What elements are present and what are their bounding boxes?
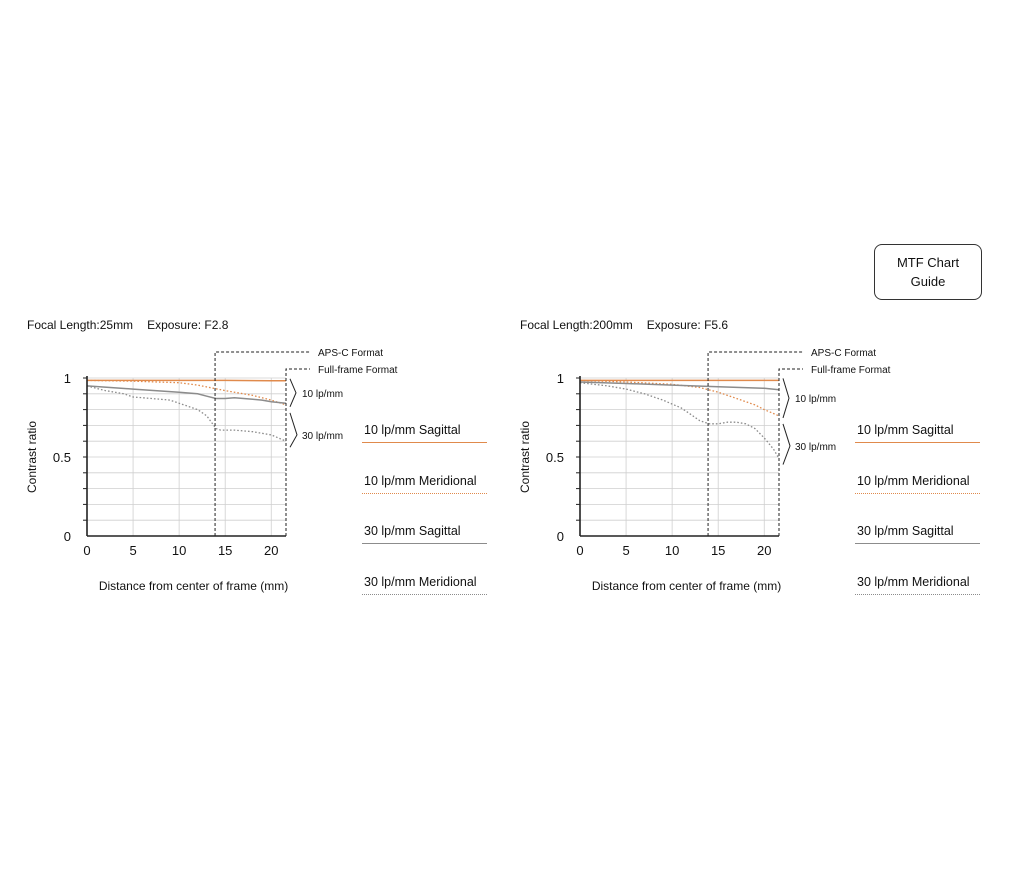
bracket-10-lpmm — [290, 379, 296, 407]
legend-swatch-dotted — [362, 493, 487, 494]
guide-button-line2: Guide — [910, 274, 946, 289]
legend-label: 10 lp/mm Sagittal — [857, 423, 954, 437]
x-tick-label: 5 — [129, 543, 137, 558]
legend-item — [855, 524, 980, 548]
x-tick-label: 10 — [171, 543, 187, 558]
panel-header — [520, 318, 728, 336]
y-tick-label: 1 — [63, 371, 71, 386]
legend-swatch-solid — [855, 442, 980, 443]
legend-item — [855, 474, 980, 498]
x-tick-label: 20 — [264, 543, 279, 558]
legend-item — [855, 423, 980, 447]
x-tick-label: 10 — [664, 543, 680, 558]
exposure-label: Exposure: F2.8 — [147, 318, 229, 332]
y-tick-label: 0 — [556, 529, 564, 544]
legend-swatch-dotted — [855, 594, 980, 595]
legend-swatch-dotted — [855, 493, 980, 494]
mtf-chart-guide-button[interactable] — [874, 244, 982, 300]
legend-item — [362, 575, 487, 599]
y-axis-label: Contrast ratio — [25, 420, 39, 494]
exposure-label: Exposure: F5.6 — [646, 318, 729, 332]
focal-length-label: Focal Length:25mm — [27, 318, 134, 332]
legend-item — [362, 524, 487, 548]
full-frame-format-label: Full-frame Format — [318, 365, 398, 376]
legend-label: 30 lp/mm Sagittal — [364, 524, 461, 538]
x-tick-label: 15 — [217, 543, 233, 558]
focal-length-label: Focal Length:200mm — [520, 318, 633, 332]
aps-c-format-marker — [708, 352, 803, 536]
series-line-30-lp-mm-sagittal — [87, 386, 286, 403]
bracket-label-10-lpmm: 10 lp/mm — [795, 394, 837, 406]
legend-label: 30 lp/mm Meridional — [857, 574, 970, 589]
aps-c-format-label: APS-C Format — [811, 348, 877, 359]
aps-c-format-marker — [215, 352, 310, 536]
legend-item — [362, 474, 487, 498]
bracket-30-lpmm — [290, 413, 297, 447]
y-tick-label: 0.5 — [52, 450, 71, 465]
legend-label: 10 lp/mm Sagittal — [364, 423, 461, 437]
x-axis-label: Distance from center of frame (mm) — [98, 579, 289, 593]
aps-c-format-label: APS-C Format — [318, 348, 384, 359]
bracket-10-lpmm — [783, 378, 789, 418]
legend-swatch-solid — [362, 543, 487, 544]
y-tick-label: 1 — [556, 371, 564, 386]
full-frame-format-label: Full-frame Format — [811, 365, 891, 376]
legend-swatch-solid — [362, 442, 487, 443]
x-tick-label: 20 — [757, 543, 772, 558]
mtf-panel-tele — [520, 318, 1010, 608]
bracket-label-10-lpmm: 10 lp/mm — [302, 388, 344, 400]
y-tick-label: 0 — [63, 529, 71, 544]
x-axis-label: Distance from center of frame (mm) — [591, 579, 782, 593]
x-tick-label: 15 — [710, 543, 726, 558]
legend-item — [362, 423, 487, 447]
bracket-30-lpmm — [783, 424, 790, 465]
grid — [576, 378, 779, 536]
x-tick-label: 0 — [576, 543, 584, 558]
y-tick-label: 0.5 — [545, 450, 564, 465]
legend-label: 30 lp/mm Sagittal — [857, 524, 954, 538]
y-axis-label: Contrast ratio — [518, 420, 532, 494]
legend-label: 10 lp/mm Meridional — [857, 473, 970, 488]
bracket-label-30-lpmm: 30 lp/mm — [795, 441, 837, 453]
bracket-label-30-lpmm: 30 lp/mm — [302, 430, 344, 442]
x-tick-label: 5 — [622, 543, 630, 558]
legend-item — [855, 575, 980, 599]
legend-label: 10 lp/mm Meridional — [364, 473, 477, 488]
legend-swatch-dotted — [362, 594, 487, 595]
legend-swatch-solid — [855, 543, 980, 544]
mtf-panel-wide — [27, 318, 517, 608]
legend-label: 30 lp/mm Meridional — [364, 574, 477, 589]
grid — [83, 378, 286, 536]
guide-button-line1: MTF Chart — [896, 255, 960, 270]
x-tick-label: 0 — [83, 543, 91, 558]
panel-header — [27, 318, 228, 336]
